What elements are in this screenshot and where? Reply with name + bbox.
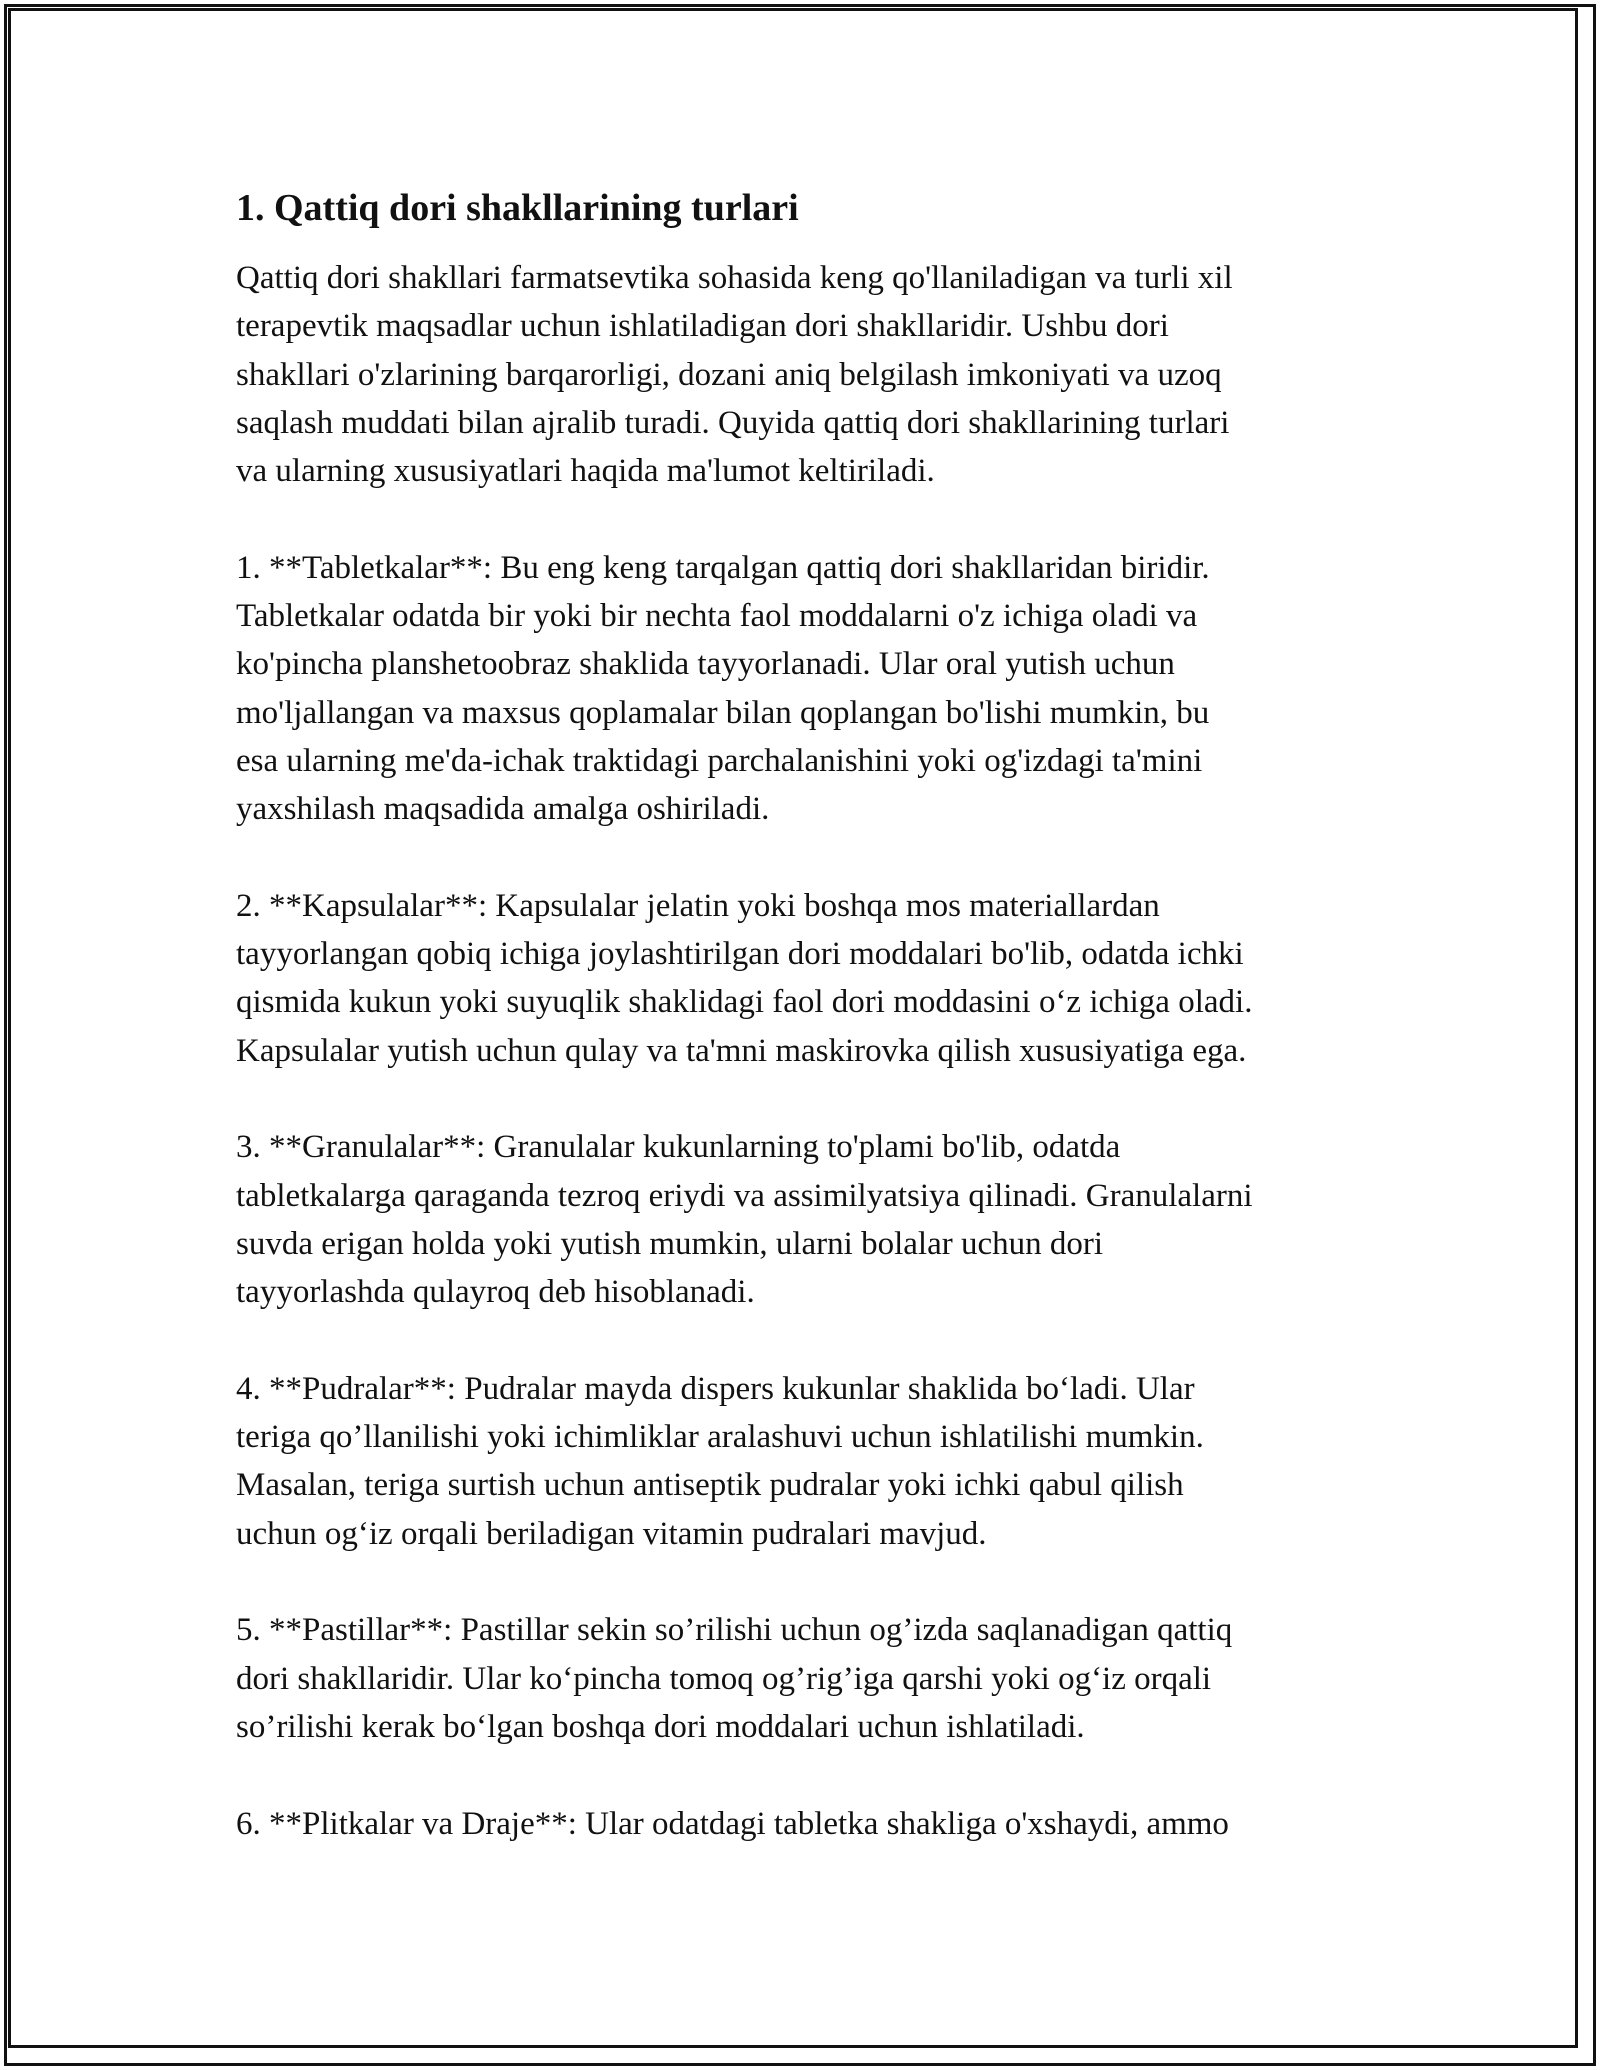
paragraph-kapsulalar [236, 882, 1386, 1075]
paragraph-pudralar [236, 1365, 1386, 1558]
paragraph-tabletkalar [236, 544, 1386, 834]
text-line: qismida kukun yoki suyuqlik shaklidagi faol dori moddasini o‘z ichiga oladi. [236, 984, 1253, 1021]
text-line: suvda erigan holda yoki yutish mumkin, ularni bolalar uchun dori [236, 1225, 1104, 1262]
text-line: 1. **Tabletkalar**: Bu eng keng tarqalgan qattiq dori shakllaridan biridir. [236, 549, 1210, 586]
text-line: shakllari o'zlarining barqarorligi, dozani aniq belgilash imkoniyati va uzoq [236, 356, 1222, 393]
text-line: 5. **Pastillar**: Pastillar sekin so’rilishi uchun og’izda saqlanadigan qattiq [236, 1612, 1233, 1649]
text-line: 3. **Granulalar**: Granulalar kukunlarning to'plami bo'lib, odatda [236, 1129, 1121, 1166]
text-line: 2. **Kapsulalar**: Kapsulalar jelatin yoki boshqa mos materiallardan [236, 887, 1160, 924]
paragraph-pastillar [236, 1606, 1386, 1751]
paragraph-granulalar [236, 1123, 1386, 1316]
text-line: mo'ljallangan va maxsus qoplamalar bilan qoplangan bo'lishi mumkin, bu [236, 694, 1210, 731]
paragraph-intro [236, 254, 1386, 495]
section-heading: 1. Qattiq dori shakllarining turlari [236, 187, 799, 229]
document-body [236, 184, 1386, 1896]
text-line: uchun og‘iz orqali beriladigan vitamin pudralari mavjud. [236, 1515, 987, 1552]
text-line: dori shakllaridir. Ular ko‘pincha tomoq og’rig’iga qarshi yoki og‘iz orqali [236, 1660, 1212, 1697]
text-line: Masalan, teriga surtish uchun antiseptik pudralar yoki ichki qabul qilish [236, 1467, 1184, 1504]
paragraph-plitkalar [236, 1800, 1386, 1848]
text-line: tabletkalarga qaraganda tezroq eriydi va assimilyatsiya qilinadi. Granulalarni [236, 1177, 1253, 1214]
text-line: saqlash muddati bilan ajralib turadi. Quyida qattiq dori shakllarining turlari [236, 404, 1230, 441]
text-line: teriga qo’llanilishi yoki ichimliklar aralashuvi uchun ishlatilishi mumkin. [236, 1419, 1204, 1456]
text-line: yaxshilash maqsadida amalga oshiriladi. [236, 791, 770, 828]
text-line: esa ularning me'da-ichak traktidagi parchalanishini yoki og'izdagi ta'mini [236, 742, 1203, 779]
text-line: 6. **Plitkalar va Draje**: Ular odatdagi tabletka shakliga o'xshaydi, ammo [236, 1805, 1229, 1842]
text-line: va ularning xususiyatlari haqida ma'lumot keltiriladi. [236, 453, 935, 490]
text-line: ko'pincha planshetoobraz shaklida tayyorlanadi. Ular oral yutish uchun [236, 646, 1175, 683]
text-line: Qattiq dori shakllari farmatsevtika sohasida keng qo'llaniladigan va turli xil [236, 260, 1233, 296]
text-line: tayyorlashda qulayroq deb hisoblanadi. [236, 1274, 755, 1311]
text-line: terapevtik maqsadlar uchun ishlatiladigan dori shakllaridir. Ushbu dori [236, 308, 1169, 345]
text-line: tayyorlangan qobiq ichiga joylashtirilgan dori moddalari bo'lib, odatda ichki [236, 936, 1244, 973]
text-line: so’rilishi kerak bo‘lgan boshqa dori moddalari uchun ishlatiladi. [236, 1708, 1085, 1745]
text-line: Kapsulalar yutish uchun qulay va ta'mni maskirovka qilish xususiyatiga ega. [236, 1032, 1247, 1069]
text-line: 4. **Pudralar**: Pudralar mayda dispers kukunlar shaklida bo‘ladi. Ular [236, 1370, 1195, 1407]
text-line: Tabletkalar odatda bir yoki bir nechta faol moddalarni o'z ichiga oladi va [236, 598, 1198, 635]
